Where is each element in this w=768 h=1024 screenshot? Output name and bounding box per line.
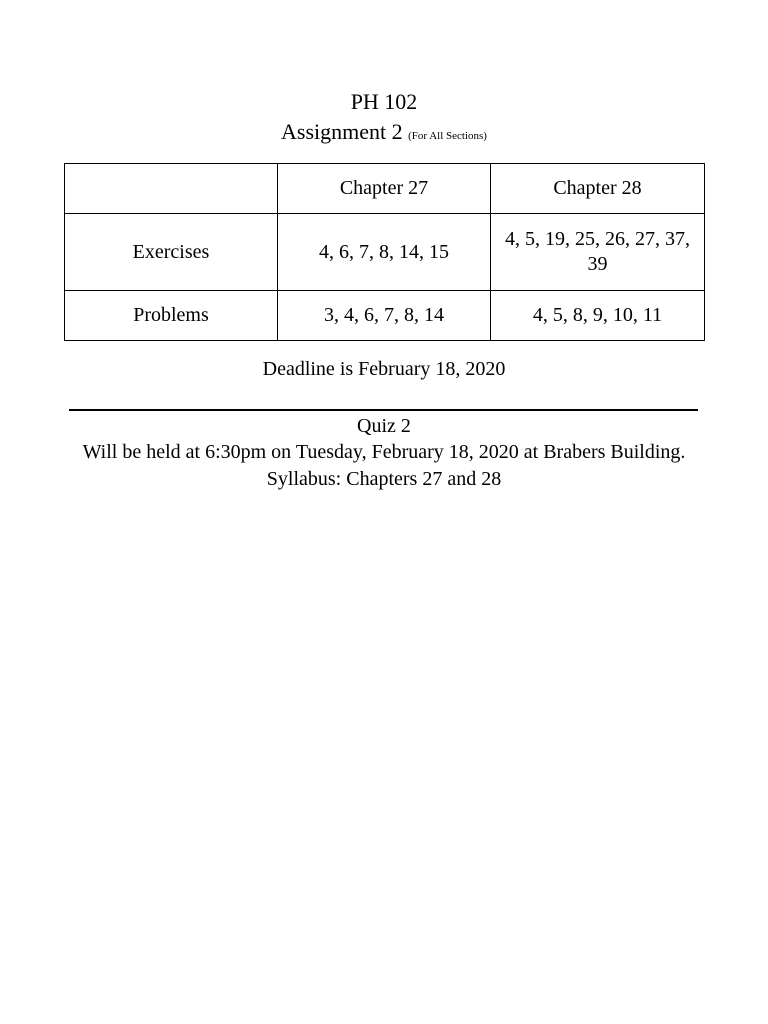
exercises-chapter-28-cell: 4, 5, 19, 25, 26, 27, 37, 39 [491,214,705,291]
table-row-problems [65,291,705,341]
column-header-chapter-28: Chapter 28 [491,164,705,214]
problems-chapter-27-cell: 3, 4, 6, 7, 8, 14 [278,291,491,341]
section-divider [69,409,698,411]
assignment-sections-note: (For All Sections) [408,130,487,142]
table-row-exercises [65,214,705,291]
course-code: PH 102 [350,89,418,114]
assignment-table [64,163,705,341]
table-header-row [65,164,705,214]
row-label-exercises: Exercises [65,214,278,291]
assignment-title-text: Assignment 2 [281,119,403,144]
assignment-title [0,117,768,151]
quiz-title: Quiz 2 [357,415,411,437]
problems-chapter-28-cell: 4, 5, 8, 9, 10, 11 [491,291,705,341]
exercises-chapter-27-cell: 4, 6, 7, 8, 14, 15 [278,214,491,291]
quiz-details: Will be held at 6:30pm on Tuesday, February 18, 2020 at Brabers Building. Syllabus: Chapters 27 and 28 [82,441,686,490]
row-label-problems: Problems [65,291,278,341]
deadline-text: Deadline is February 18, 2020 [262,358,506,380]
table-corner-cell [65,164,278,214]
column-header-chapter-27: Chapter 27 [278,164,491,214]
